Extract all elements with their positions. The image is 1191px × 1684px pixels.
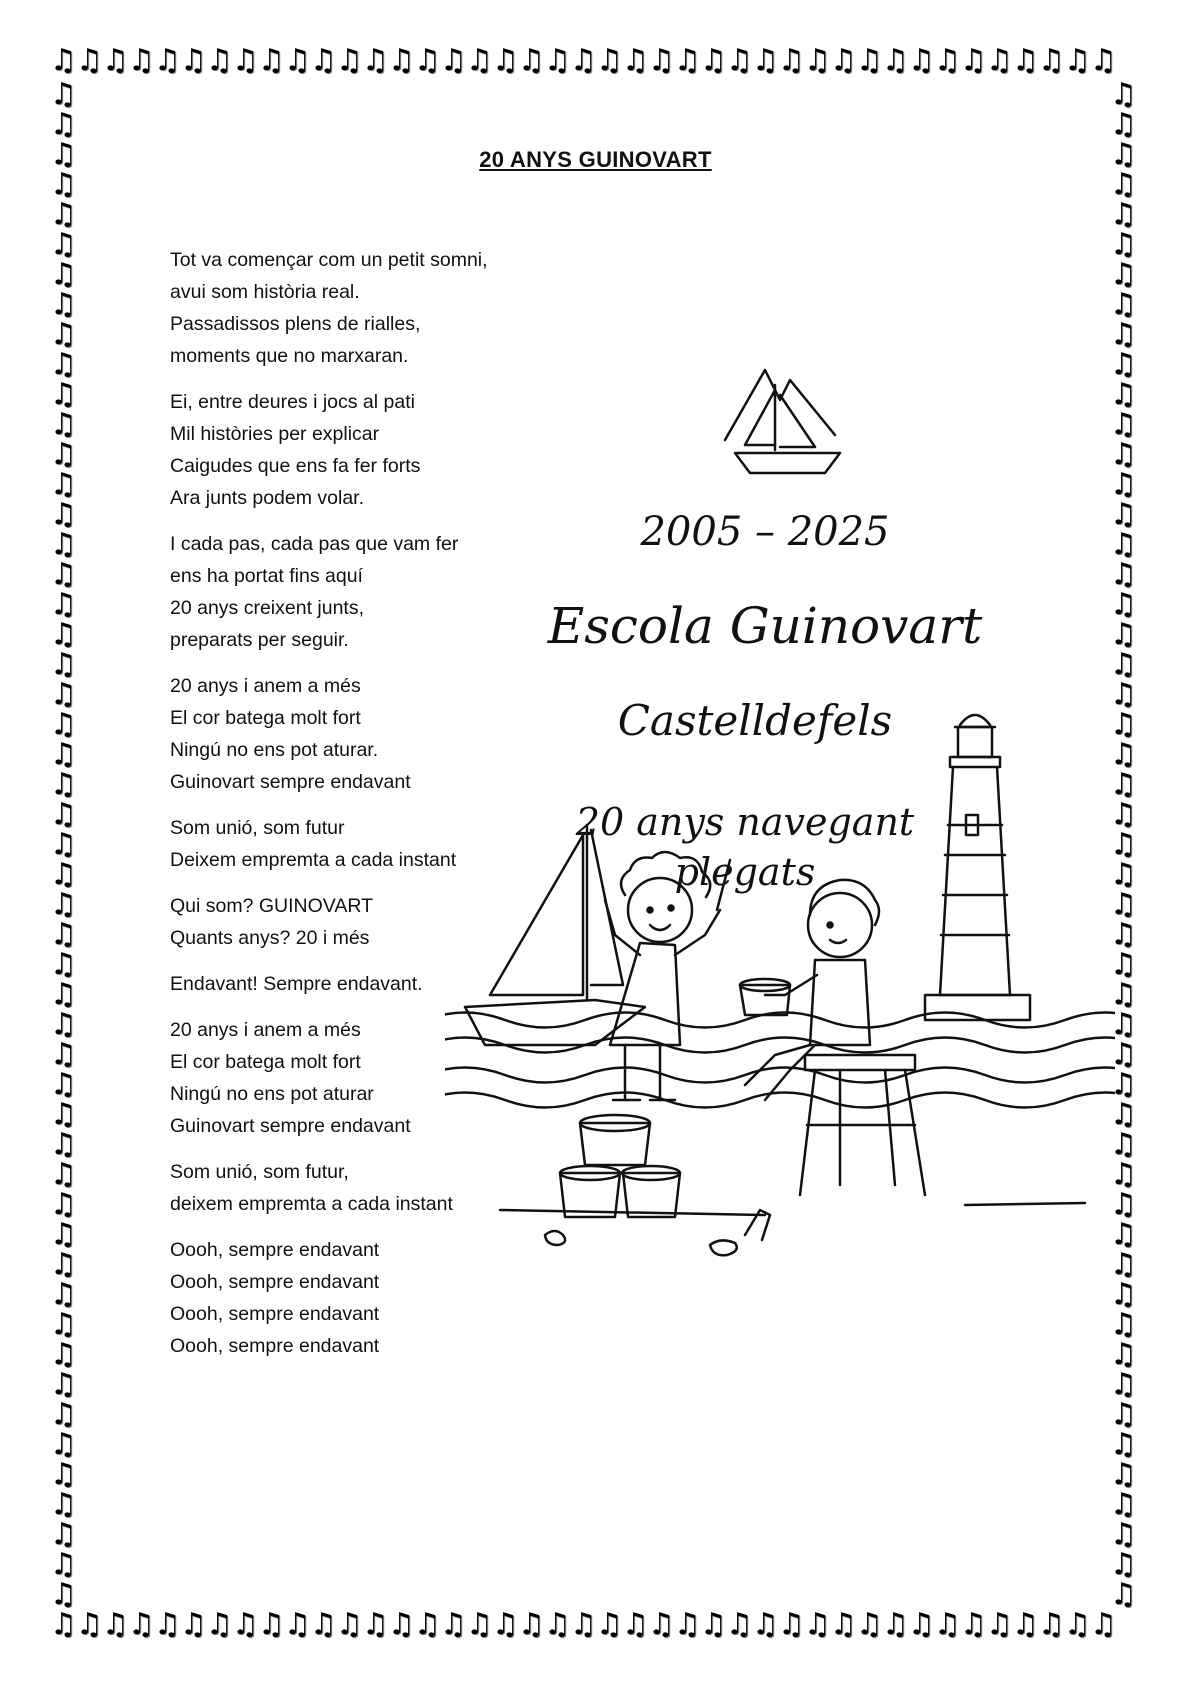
music-note-icon: ♫ (50, 467, 77, 502)
music-note-icon: ♫ (76, 1607, 103, 1642)
lyric-line: 20 anys i anem a més (170, 675, 361, 697)
music-note-icon: ♫ (284, 1607, 311, 1642)
music-note-icon: ♫ (804, 43, 831, 78)
music-note-icon: ♫ (50, 857, 77, 892)
music-note-icon: ♫ (50, 1157, 77, 1192)
music-note-icon: ♫ (1110, 887, 1137, 922)
music-note-icon: ♫ (440, 1607, 467, 1642)
music-note-icon: ♫ (154, 1607, 181, 1642)
music-note-icon: ♫ (830, 1607, 857, 1642)
music-note-icon: ♫ (1110, 257, 1137, 292)
border-right (1110, 0, 1150, 1684)
music-note-icon: ♫ (50, 497, 77, 532)
music-note-icon: ♫ (492, 1607, 519, 1642)
music-note-icon: ♫ (1110, 1517, 1137, 1552)
music-note-icon: ♫ (1110, 137, 1137, 172)
music-note-icon: ♫ (882, 1607, 909, 1642)
music-note-icon: ♫ (50, 317, 77, 352)
music-note-icon: ♫ (882, 43, 909, 78)
music-note-icon: ♫ (206, 43, 233, 78)
music-note-icon: ♫ (440, 43, 467, 78)
lyric-line: ens ha portat fins aquí (170, 565, 363, 587)
slogan-line1-text: 20 anys navegant (575, 800, 915, 844)
music-note-icon: ♫ (50, 1517, 77, 1552)
music-note-icon: ♫ (50, 1187, 77, 1222)
music-note-icon: ♫ (544, 43, 571, 78)
music-note-icon: ♫ (1110, 167, 1137, 202)
music-note-icon: ♫ (388, 43, 415, 78)
page-title: 20 ANYS GUINOVART (479, 147, 712, 172)
music-note-icon: ♫ (50, 1007, 77, 1042)
music-note-icon: ♫ (1090, 1607, 1117, 1642)
lyric-line: deixem empremta a cada instant (170, 1193, 453, 1215)
music-note-icon: ♫ (1110, 707, 1137, 742)
music-note-icon: ♫ (102, 1607, 129, 1642)
lyric-line: avui som història real. (170, 281, 360, 303)
music-note-icon: ♫ (1110, 1067, 1137, 1102)
music-note-icon: ♫ (1110, 467, 1137, 502)
music-note-icon: ♫ (50, 377, 77, 412)
music-note-icon: ♫ (570, 43, 597, 78)
years-text: 2005 – 2025 (640, 509, 890, 555)
music-note-icon: ♫ (804, 1607, 831, 1642)
music-note-icon: ♫ (50, 707, 77, 742)
music-note-icon: ♫ (50, 557, 77, 592)
lyric-line: El cor batega molt fort (170, 1051, 361, 1073)
music-note-icon: ♫ (50, 1577, 77, 1612)
music-note-icon: ♫ (50, 347, 77, 382)
music-note-icon: ♫ (154, 43, 181, 78)
music-note-icon: ♫ (388, 1607, 415, 1642)
music-note-icon: ♫ (778, 43, 805, 78)
lyric-line: Oooh, sempre endavant (170, 1303, 380, 1325)
music-note-icon: ♫ (1110, 1457, 1137, 1492)
music-note-icon: ♫ (50, 917, 77, 952)
music-note-icon: ♫ (908, 1607, 935, 1642)
music-note-icon: ♫ (50, 107, 77, 142)
music-note-icon: ♫ (50, 647, 77, 682)
music-note-icon: ♫ (50, 527, 77, 562)
music-note-icon: ♫ (232, 1607, 259, 1642)
lyric-line: Deixem empremta a cada instant (170, 849, 457, 871)
music-note-icon: ♫ (50, 737, 77, 772)
music-note-icon: ♫ (50, 947, 77, 982)
music-note-icon: ♫ (1110, 1487, 1137, 1522)
music-note-icon: ♫ (466, 43, 493, 78)
boy-sitting-icon (740, 880, 925, 1195)
music-note-icon: ♫ (1110, 1187, 1137, 1222)
music-note-icon: ♫ (50, 77, 77, 112)
music-note-icon: ♫ (50, 137, 77, 172)
lyric-line: Quants anys? 20 i més (170, 927, 370, 949)
music-note-icon: ♫ (50, 1457, 77, 1492)
music-note-icon: ♫ (1110, 1127, 1137, 1162)
music-note-icon: ♫ (50, 977, 77, 1012)
music-note-icon: ♫ (726, 1607, 753, 1642)
lighthouse-icon (925, 715, 1030, 1020)
music-note-icon: ♫ (752, 1607, 779, 1642)
music-note-icon: ♫ (1110, 617, 1137, 652)
music-note-icon: ♫ (362, 43, 389, 78)
music-note-icon: ♫ (1110, 317, 1137, 352)
lyric-line: preparats per seguir. (170, 629, 349, 651)
lyric-line: Oooh, sempre endavant (170, 1239, 380, 1261)
music-note-icon: ♫ (1110, 407, 1137, 442)
music-note-icon: ♫ (752, 43, 779, 78)
music-note-icon: ♫ (1110, 1247, 1137, 1282)
music-note-icon: ♫ (310, 43, 337, 78)
music-note-icon: ♫ (986, 43, 1013, 78)
music-note-icon: ♫ (336, 1607, 363, 1642)
music-note-icon: ♫ (1110, 1337, 1137, 1372)
music-note-icon: ♫ (1110, 737, 1137, 772)
music-note-icon: ♫ (50, 587, 77, 622)
town-text: Castelldefels (617, 696, 893, 745)
music-note-icon: ♫ (856, 1607, 883, 1642)
music-note-icon: ♫ (1110, 587, 1137, 622)
music-note-icon: ♫ (1110, 797, 1137, 832)
music-note-icon: ♫ (596, 43, 623, 78)
music-note-icon: ♫ (466, 1607, 493, 1642)
music-note-icon: ♫ (414, 1607, 441, 1642)
music-note-icon: ♫ (700, 43, 727, 78)
lyric-line: Oooh, sempre endavant (170, 1335, 380, 1357)
music-note-icon: ♫ (50, 1337, 77, 1372)
music-note-icon: ♫ (960, 43, 987, 78)
music-note-icon: ♫ (50, 1067, 77, 1102)
music-note-icon: ♫ (50, 767, 77, 802)
lyric-line: Ei, entre deures i jocs al pati (170, 391, 415, 413)
lyric-line: Tot va començar com un petit somni, (170, 249, 488, 271)
music-note-icon: ♫ (1110, 557, 1137, 592)
lyric-line: Caigudes que ens fa fer forts (170, 455, 421, 477)
music-note-icon: ♫ (1110, 827, 1137, 862)
music-note-icon: ♫ (908, 43, 935, 78)
music-note-icon: ♫ (50, 1547, 77, 1582)
lyric-line: Ningú no ens pot aturar (170, 1083, 374, 1105)
waves (445, 1013, 1115, 1108)
music-note-icon: ♫ (934, 43, 961, 78)
music-note-icon: ♫ (1110, 767, 1137, 802)
music-note-icon: ♫ (206, 1607, 233, 1642)
lyric-line: 20 anys creixent junts, (170, 597, 365, 619)
music-note-icon: ♫ (1110, 437, 1137, 472)
lyric-line: Qui som? GUINOVART (170, 895, 373, 917)
music-note-icon: ♫ (1110, 497, 1137, 532)
lyric-line: Som unió, som futur (170, 817, 345, 839)
music-note-icon: ♫ (1038, 1607, 1065, 1642)
music-note-icon: ♫ (1110, 1547, 1137, 1582)
music-note-icon: ♫ (1110, 347, 1137, 382)
music-note-icon: ♫ (1110, 917, 1137, 952)
music-note-icon: ♫ (1012, 1607, 1039, 1642)
border-bottom (0, 1608, 1191, 1648)
music-note-icon: ♫ (856, 43, 883, 78)
music-note-icon: ♫ (50, 617, 77, 652)
music-note-icon: ♫ (778, 1607, 805, 1642)
music-note-icon: ♫ (50, 797, 77, 832)
music-note-icon: ♫ (726, 43, 753, 78)
music-note-icon: ♫ (50, 1367, 77, 1402)
lyric-line: Guinovart sempre endavant (170, 771, 411, 793)
lyric-line: 20 anys i anem a més (170, 1019, 361, 1041)
music-note-icon: ♫ (50, 43, 77, 78)
slogan-line2-text: plegats (674, 850, 816, 894)
lyric-line: Ara junts podem volar. (170, 487, 365, 509)
music-note-icon: ♫ (50, 407, 77, 442)
music-note-icon: ♫ (622, 1607, 649, 1642)
music-note-icon: ♫ (1110, 197, 1137, 232)
music-note-icon: ♫ (258, 1607, 285, 1642)
music-note-icon: ♫ (50, 1397, 77, 1432)
music-note-icon: ♫ (518, 1607, 545, 1642)
music-note-icon: ♫ (50, 437, 77, 472)
music-note-icon: ♫ (50, 1127, 77, 1162)
music-note-icon: ♫ (596, 1607, 623, 1642)
music-note-icon: ♫ (310, 1607, 337, 1642)
music-note-icon: ♫ (1110, 1307, 1137, 1342)
music-note-icon: ♫ (934, 1607, 961, 1642)
music-note-icon: ♫ (986, 1607, 1013, 1642)
music-note-icon: ♫ (1064, 43, 1091, 78)
lyric-line: Som unió, som futur, (170, 1161, 349, 1183)
music-note-icon: ♫ (284, 43, 311, 78)
stanza (170, 244, 590, 372)
music-note-icon: ♫ (1064, 1607, 1091, 1642)
music-note-icon: ♫ (492, 43, 519, 78)
music-note-icon: ♫ (50, 1037, 77, 1072)
music-note-icon: ♫ (518, 43, 545, 78)
anniversary-illustration (445, 355, 1115, 1315)
music-note-icon: ♫ (1110, 1577, 1137, 1612)
border-top (0, 44, 1191, 84)
music-note-icon: ♫ (1110, 77, 1137, 112)
music-note-icon: ♫ (76, 43, 103, 78)
lyric-line: Endavant! Sempre endavant. (170, 973, 423, 995)
lyric-line: Passadissos plens de rialles, (170, 313, 421, 335)
music-note-icon: ♫ (1110, 947, 1137, 982)
border-left (50, 0, 90, 1684)
music-note-icon: ♫ (336, 43, 363, 78)
music-note-icon: ♫ (648, 43, 675, 78)
music-note-icon: ♫ (232, 43, 259, 78)
music-note-icon: ♫ (960, 1607, 987, 1642)
music-note-icon: ♫ (1110, 1397, 1137, 1432)
music-note-icon: ♫ (1110, 227, 1137, 262)
music-note-icon: ♫ (50, 1277, 77, 1312)
music-note-icon: ♫ (414, 43, 441, 78)
music-note-icon: ♫ (1110, 977, 1137, 1012)
music-note-icon: ♫ (50, 1427, 77, 1462)
music-note-icon: ♫ (1110, 1427, 1137, 1462)
lyric-line: Oooh, sempre endavant (170, 1271, 380, 1293)
music-note-icon: ♫ (674, 43, 701, 78)
paint-buckets (560, 1115, 680, 1217)
music-note-icon: ♫ (830, 43, 857, 78)
music-note-icon: ♫ (50, 887, 77, 922)
music-note-icon: ♫ (50, 827, 77, 862)
music-note-icon: ♫ (180, 1607, 207, 1642)
lyric-line: moments que no marxaran. (170, 345, 409, 367)
music-note-icon: ♫ (1110, 527, 1137, 562)
lyric-line: Mil històries per explicar (170, 423, 380, 445)
music-note-icon: ♫ (544, 1607, 571, 1642)
music-note-icon: ♫ (362, 1607, 389, 1642)
music-note-icon: ♫ (648, 1607, 675, 1642)
music-note-icon: ♫ (128, 43, 155, 78)
music-note-icon: ♫ (1110, 287, 1137, 322)
music-note-icon: ♫ (674, 1607, 701, 1642)
music-note-icon: ♫ (1090, 43, 1117, 78)
music-note-icon: ♫ (1110, 107, 1137, 142)
lyric-line: El cor batega molt fort (170, 707, 361, 729)
music-note-icon: ♫ (50, 287, 77, 322)
music-note-icon: ♫ (570, 1607, 597, 1642)
music-note-icon: ♫ (50, 167, 77, 202)
music-note-icon: ♫ (1110, 1007, 1137, 1042)
lyric-line: Guinovart sempre endavant (170, 1115, 411, 1137)
music-note-icon: ♫ (1110, 1037, 1137, 1072)
music-note-icon: ♫ (50, 1247, 77, 1282)
music-note-icon: ♫ (1110, 1367, 1137, 1402)
music-note-icon: ♫ (1110, 1157, 1137, 1192)
lyric-line: I cada pas, cada pas que vam fer (170, 533, 459, 555)
music-note-icon: ♫ (50, 1607, 77, 1642)
music-note-icon: ♫ (50, 1487, 77, 1522)
music-note-icon: ♫ (180, 43, 207, 78)
music-note-icon: ♫ (50, 197, 77, 232)
logo-sailboat-icon (725, 370, 840, 473)
music-note-icon: ♫ (1110, 647, 1137, 682)
music-note-icon: ♫ (1110, 1217, 1137, 1252)
music-note-icon: ♫ (50, 1217, 77, 1252)
music-note-icon: ♫ (50, 1307, 77, 1342)
music-note-icon: ♫ (102, 43, 129, 78)
music-note-icon: ♫ (1110, 857, 1137, 892)
music-note-icon: ♫ (700, 1607, 727, 1642)
music-note-icon: ♫ (1012, 43, 1039, 78)
music-note-icon: ♫ (50, 257, 77, 292)
music-note-icon: ♫ (50, 677, 77, 712)
music-note-icon: ♫ (1110, 377, 1137, 412)
music-note-icon: ♫ (1038, 43, 1065, 78)
school-name-text: Escola Guinovart (547, 597, 983, 655)
music-note-icon: ♫ (622, 43, 649, 78)
lyric-line: Ningú no ens pot aturar. (170, 739, 379, 761)
music-note-icon: ♫ (50, 1097, 77, 1132)
music-note-icon: ♫ (128, 1607, 155, 1642)
music-note-icon: ♫ (50, 227, 77, 262)
music-note-icon: ♫ (1110, 1097, 1137, 1132)
music-note-icon: ♫ (1110, 677, 1137, 712)
music-note-icon: ♫ (1110, 1277, 1137, 1312)
music-note-icon: ♫ (258, 43, 285, 78)
